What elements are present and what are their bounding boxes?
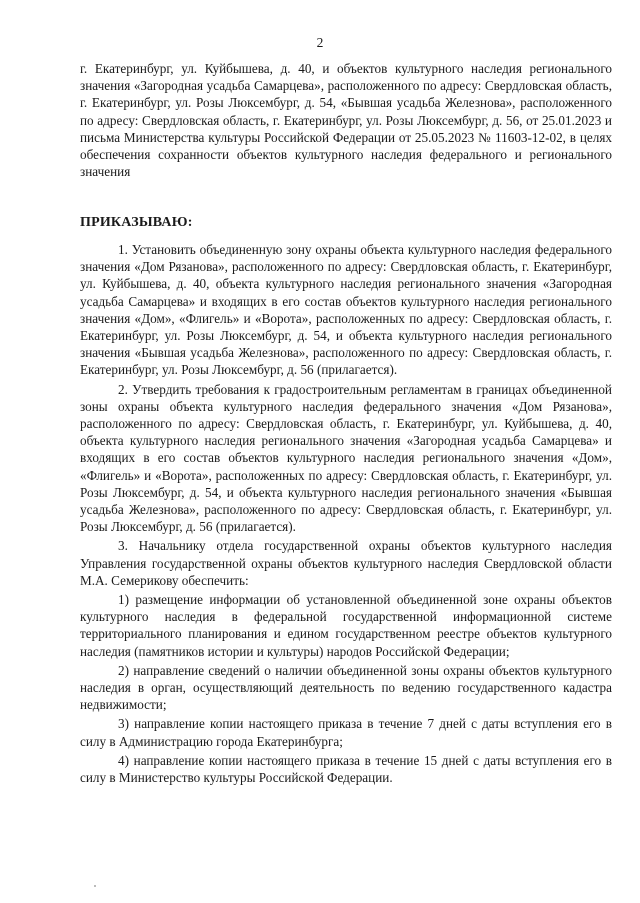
sub-item-2: 2) направление сведений о наличии объединенной зоны охраны объектов культурного наследия в орган, осуществляющий деятельность по ведению государственного кадастра недвижимости; bbox=[80, 662, 612, 713]
sub-item-4: 4) направление копии настоящего приказа в течение 15 дней с даты вступления его в силу в Министерство культуры Российской Федерации. bbox=[80, 752, 612, 786]
page-number: 2 bbox=[316, 35, 324, 50]
order-items bbox=[80, 241, 612, 788]
sub-item-1: 1) размещение информации об установленной объединенной зоне охраны объектов культурного наследия в федеральной государственной информационной системе территориального планирования и едином государственном реестре объектов культурного наследия (памятников истории и культуры) народов Российской Федерации; bbox=[80, 592, 612, 659]
order-item-2: 2. Утвердить требования к градостроительным регламентам в границах объединенной зоны охраны объекта культурного наследия федерального значения «Дом Рязанова», расположенного по адресу: Свердловская область, г. Екатеринбург, ул. Куйбышева, д. 40, объекта культурного наследия регионального значения «Загородная усадьба Самарцева» и входящих в его состав объектов культурного наследия регионального значения «Дом», «Флигель» и «Ворота», расположенных по адресу: Свердловская область, г. Екатеринбург, ул. Розы Люксембург, д. 54, и объекта культурного наследия регионального значения «Бывшая усадьба Железнова», расположенного по адресу: Свердловская область, г. Екатеринбург, ул. Розы Люксембург, д. 56 (прилагается). bbox=[80, 381, 612, 535]
sub-item-3: 3) направление копии настоящего приказа в течение 7 дней с даты вступления его в силу в Администрацию города Екатеринбурга; bbox=[80, 716, 612, 749]
order-item-1: 1. Установить объединенную зону охраны объекта культурного наследия федерального значения «Дом Рязанова», расположенного по адресу: Свердловская область, г. Екатеринбург, ул. Куйбышева, д. 40, объекта культурного наследия регионального значения «Загородная усадьба Самарцева» и входящих в его состав объектов культурного наследия регионального значения «Дом», «Флигель» и «Ворота», расположенных по адресу: Свердловская область, г. Екатеринбург, ул. Розы Люксембург, д. 54, и объекта культурного наследия регионального значения «Бывшая усадьба Железнова», расположенного по адресу: Свердловская область, г. Екатеринбург, ул. Розы Люксембург, д. 56 (прилагается). bbox=[80, 242, 612, 378]
intro-paragraph: г. Екатеринбург, ул. Куйбышева, д. 40, и объектов культурного наследия регионального значения «Загородная усадьба Самарцева», расположенного по адресу: Свердловская область, г. Екатеринбург, ул. Розы Люксембург, д. 54, «Бывшая усадьба Железнова», расположенного по адресу: Свердловская область, г. Екатеринбург, ул. Розы Люксембург, д. 56, от 25.01.2023 и письма Министерства культуры Российской Федерации от 25.05.2023 № 11603-12-02, в целях обеспечения сохранности объектов культурного наследия федерального и регионального значения bbox=[80, 61, 612, 180]
order-item-3: 3. Начальнику отдела государственной охраны объектов культурного наследия Управления государственной охраны объектов культурного наследия Свердловской области М.А. Семерикову обеспечить: bbox=[80, 538, 612, 588]
order-heading: ПРИКАЗЫВАЮ: bbox=[80, 215, 193, 230]
scan-speck bbox=[94, 885, 96, 887]
